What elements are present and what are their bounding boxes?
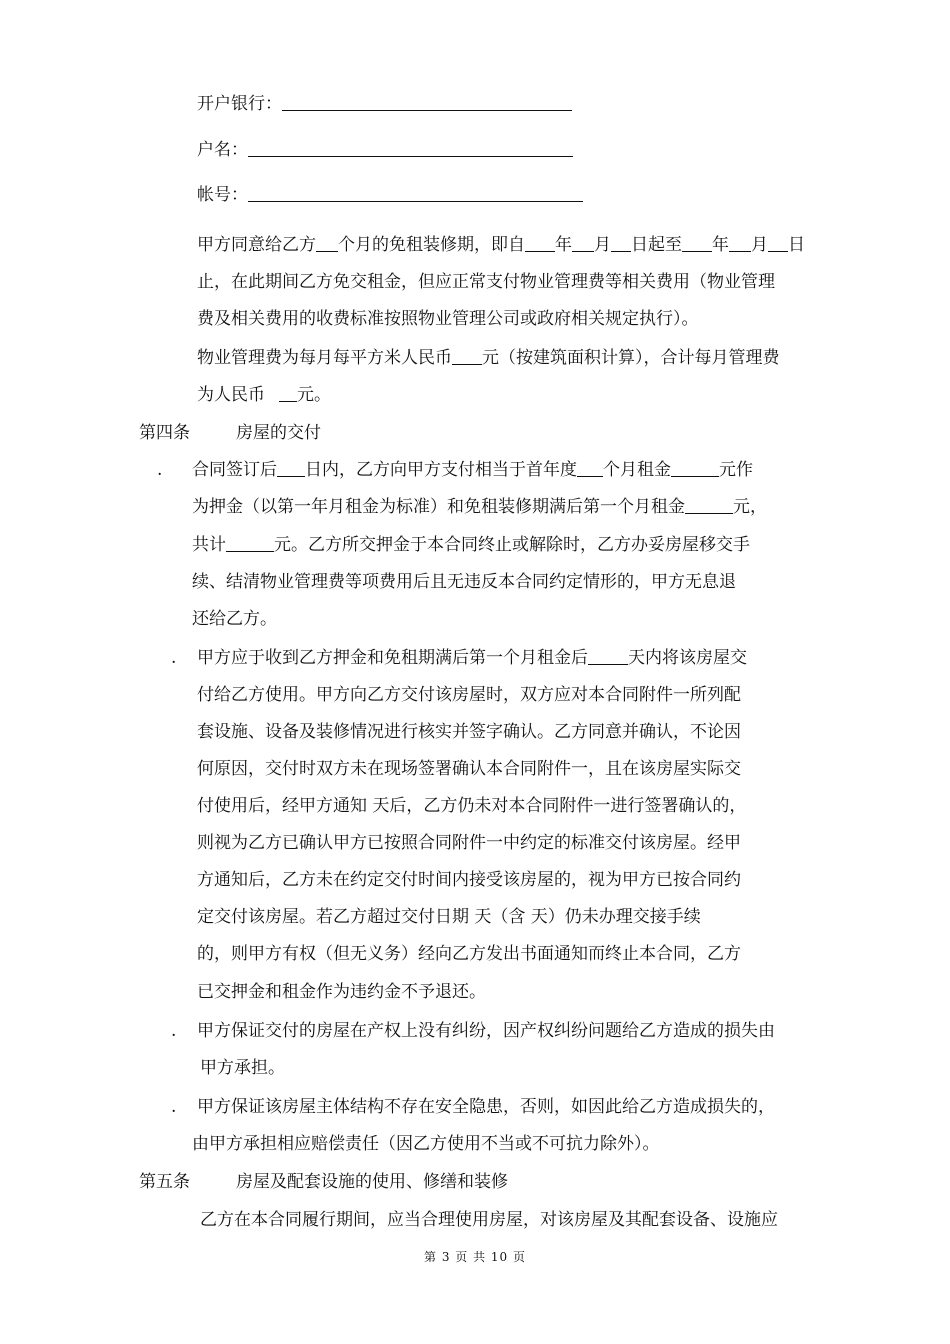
blank (226, 535, 274, 552)
text: 为押金（以第一年月租金为标准）和免租装修期满后第一个月租金 (192, 497, 685, 517)
article-title: 房屋及配套设施的使用、修缮和装修 (236, 1172, 508, 1192)
clause-bullet: . (157, 460, 163, 480)
clause-2-line-10: 已交押金和租金作为违约金不予退还。 (197, 982, 486, 1002)
clause-2-line-8: 定交付该房屋。若乙方超过交付日期 天（含 天）仍未办理交接手续 (197, 907, 701, 927)
rent-free-line-2: 止，在此期间乙方免交租金，但应正常支付物业管理费等相关费用（物业管理 (197, 272, 775, 292)
clause-2-line-9: 的，则甲方有权（但无义务）经向乙方发出书面通知而终止本合同，乙方 (197, 944, 741, 964)
clause-bullet: . (171, 1021, 177, 1041)
blank (768, 235, 788, 252)
page-footer: 第 3 页 共 10 页 (424, 1250, 526, 1264)
article-4-heading (139, 423, 321, 443)
account-number-line (197, 185, 583, 205)
clause-3-line-1: 甲方保证交付的房屋在产权上没有纠纷，因产权纠纷问题给乙方造成的损失由 (197, 1021, 775, 1041)
text: 日内，乙方向甲方支付相当于首年度 (305, 460, 577, 480)
blank (682, 235, 712, 252)
clause-1-line-1 (192, 460, 753, 480)
clause-1-line-5: 还给乙方。 (192, 609, 277, 629)
blank (572, 235, 594, 252)
text: 合同签订后 (192, 460, 277, 480)
clause-1-line-4: 续、结清物业管理费等项费用后且无违反本合同约定情形的，甲方无息退 (192, 572, 736, 592)
text: 日起至 (631, 235, 682, 255)
text: 个月租金 (603, 460, 671, 480)
bank-blank (282, 94, 572, 111)
mgmt-fee-line-1 (197, 348, 780, 368)
rent-free-line-3: 费及相关费用的收费标准按照物业管理公司或政府相关规定执行）。 (197, 309, 699, 329)
text: 共计 (192, 535, 226, 555)
text: 月 (594, 235, 611, 255)
clause-1-line-3 (192, 535, 750, 555)
text: 元， (733, 497, 767, 517)
clause-1-line-2 (192, 497, 767, 517)
blank (671, 460, 719, 477)
text: 甲方同意给乙方 (197, 235, 316, 255)
account-name-label: 户名： (197, 140, 248, 160)
text: 甲方应于收到乙方押金和免租期满后第一个月租金后 (197, 648, 588, 668)
bank-line (197, 94, 572, 114)
article-number: 第四条 (139, 423, 190, 443)
blank (577, 460, 603, 477)
text: 年 (712, 235, 729, 255)
text: 日 (788, 235, 805, 255)
text: 元（按建筑面积计算），合计每月管理费 (482, 348, 780, 368)
bank-label: 开户银行： (197, 94, 282, 114)
text: 为人民币 (197, 385, 265, 405)
blank (588, 648, 628, 665)
blank (611, 235, 631, 252)
account-number-blank (248, 185, 583, 202)
text: 年 (555, 235, 572, 255)
clause-bullet: . (171, 1097, 177, 1117)
clause-2-line-7: 方通知后，乙方未在约定交付时间内接受该房屋的，视为甲方已按合同约 (197, 870, 741, 890)
clause-2-line-2: 付给乙方使用。甲方向乙方交付该房屋时，双方应对本合同附件一所列配 (197, 685, 741, 705)
clause-2-line-5: 付使用后，经甲方通知 天后，乙方仍未对本合同附件一进行签署确认的， (197, 796, 747, 816)
blank (685, 497, 733, 514)
text: 元作 (719, 460, 753, 480)
clause-3-line-2: 甲方承担。 (200, 1058, 285, 1078)
text: 个月的免租装修期，即自 (338, 235, 525, 255)
blank (279, 385, 297, 402)
clause-bullet: . (171, 648, 177, 668)
blank (525, 235, 555, 252)
text: 元。乙方所交押金于本合同终止或解除时，乙方办妥房屋移交手 (274, 535, 750, 555)
clause-2-line-3: 套设施、设备及装修情况进行核实并签字确认。乙方同意并确认，不论因 (197, 722, 741, 742)
article-5-heading (139, 1172, 508, 1192)
account-number-label: 帐号： (197, 185, 248, 205)
blank (729, 235, 751, 252)
clause-2-line-6: 则视为乙方已确认甲方已按照合同附件一中约定的标准交付该房屋。经甲 (197, 833, 741, 853)
text: 物业管理费为每月每平方米人民币 (197, 348, 452, 368)
blank (316, 235, 338, 252)
blank (277, 460, 305, 477)
article-title: 房屋的交付 (236, 423, 321, 443)
article-5-line-1: 乙方在本合同履行期间，应当合理使用房屋，对该房屋及其配套设备、设施应 (200, 1210, 778, 1230)
clause-2-line-1 (197, 648, 747, 668)
article-number: 第五条 (139, 1172, 190, 1192)
text: 元。 (297, 385, 331, 405)
clause-2-line-4: 何原因，交付时双方未在现场签署确认本合同附件一，且在该房屋实际交 (197, 759, 741, 779)
text: 天内将该房屋交 (628, 648, 747, 668)
account-name-line (197, 140, 573, 160)
text: 月 (751, 235, 768, 255)
rent-free-line-1 (197, 235, 805, 255)
account-name-blank (248, 140, 573, 157)
blank (452, 348, 482, 365)
clause-4-line-1: 甲方保证该房屋主体结构不存在安全隐患，否则，如因此给乙方造成损失的， (197, 1097, 775, 1117)
clause-4-line-2: 由甲方承担相应赔偿责任（因乙方使用不当或不可抗力除外）。 (192, 1134, 660, 1154)
mgmt-fee-line-2 (197, 385, 331, 405)
